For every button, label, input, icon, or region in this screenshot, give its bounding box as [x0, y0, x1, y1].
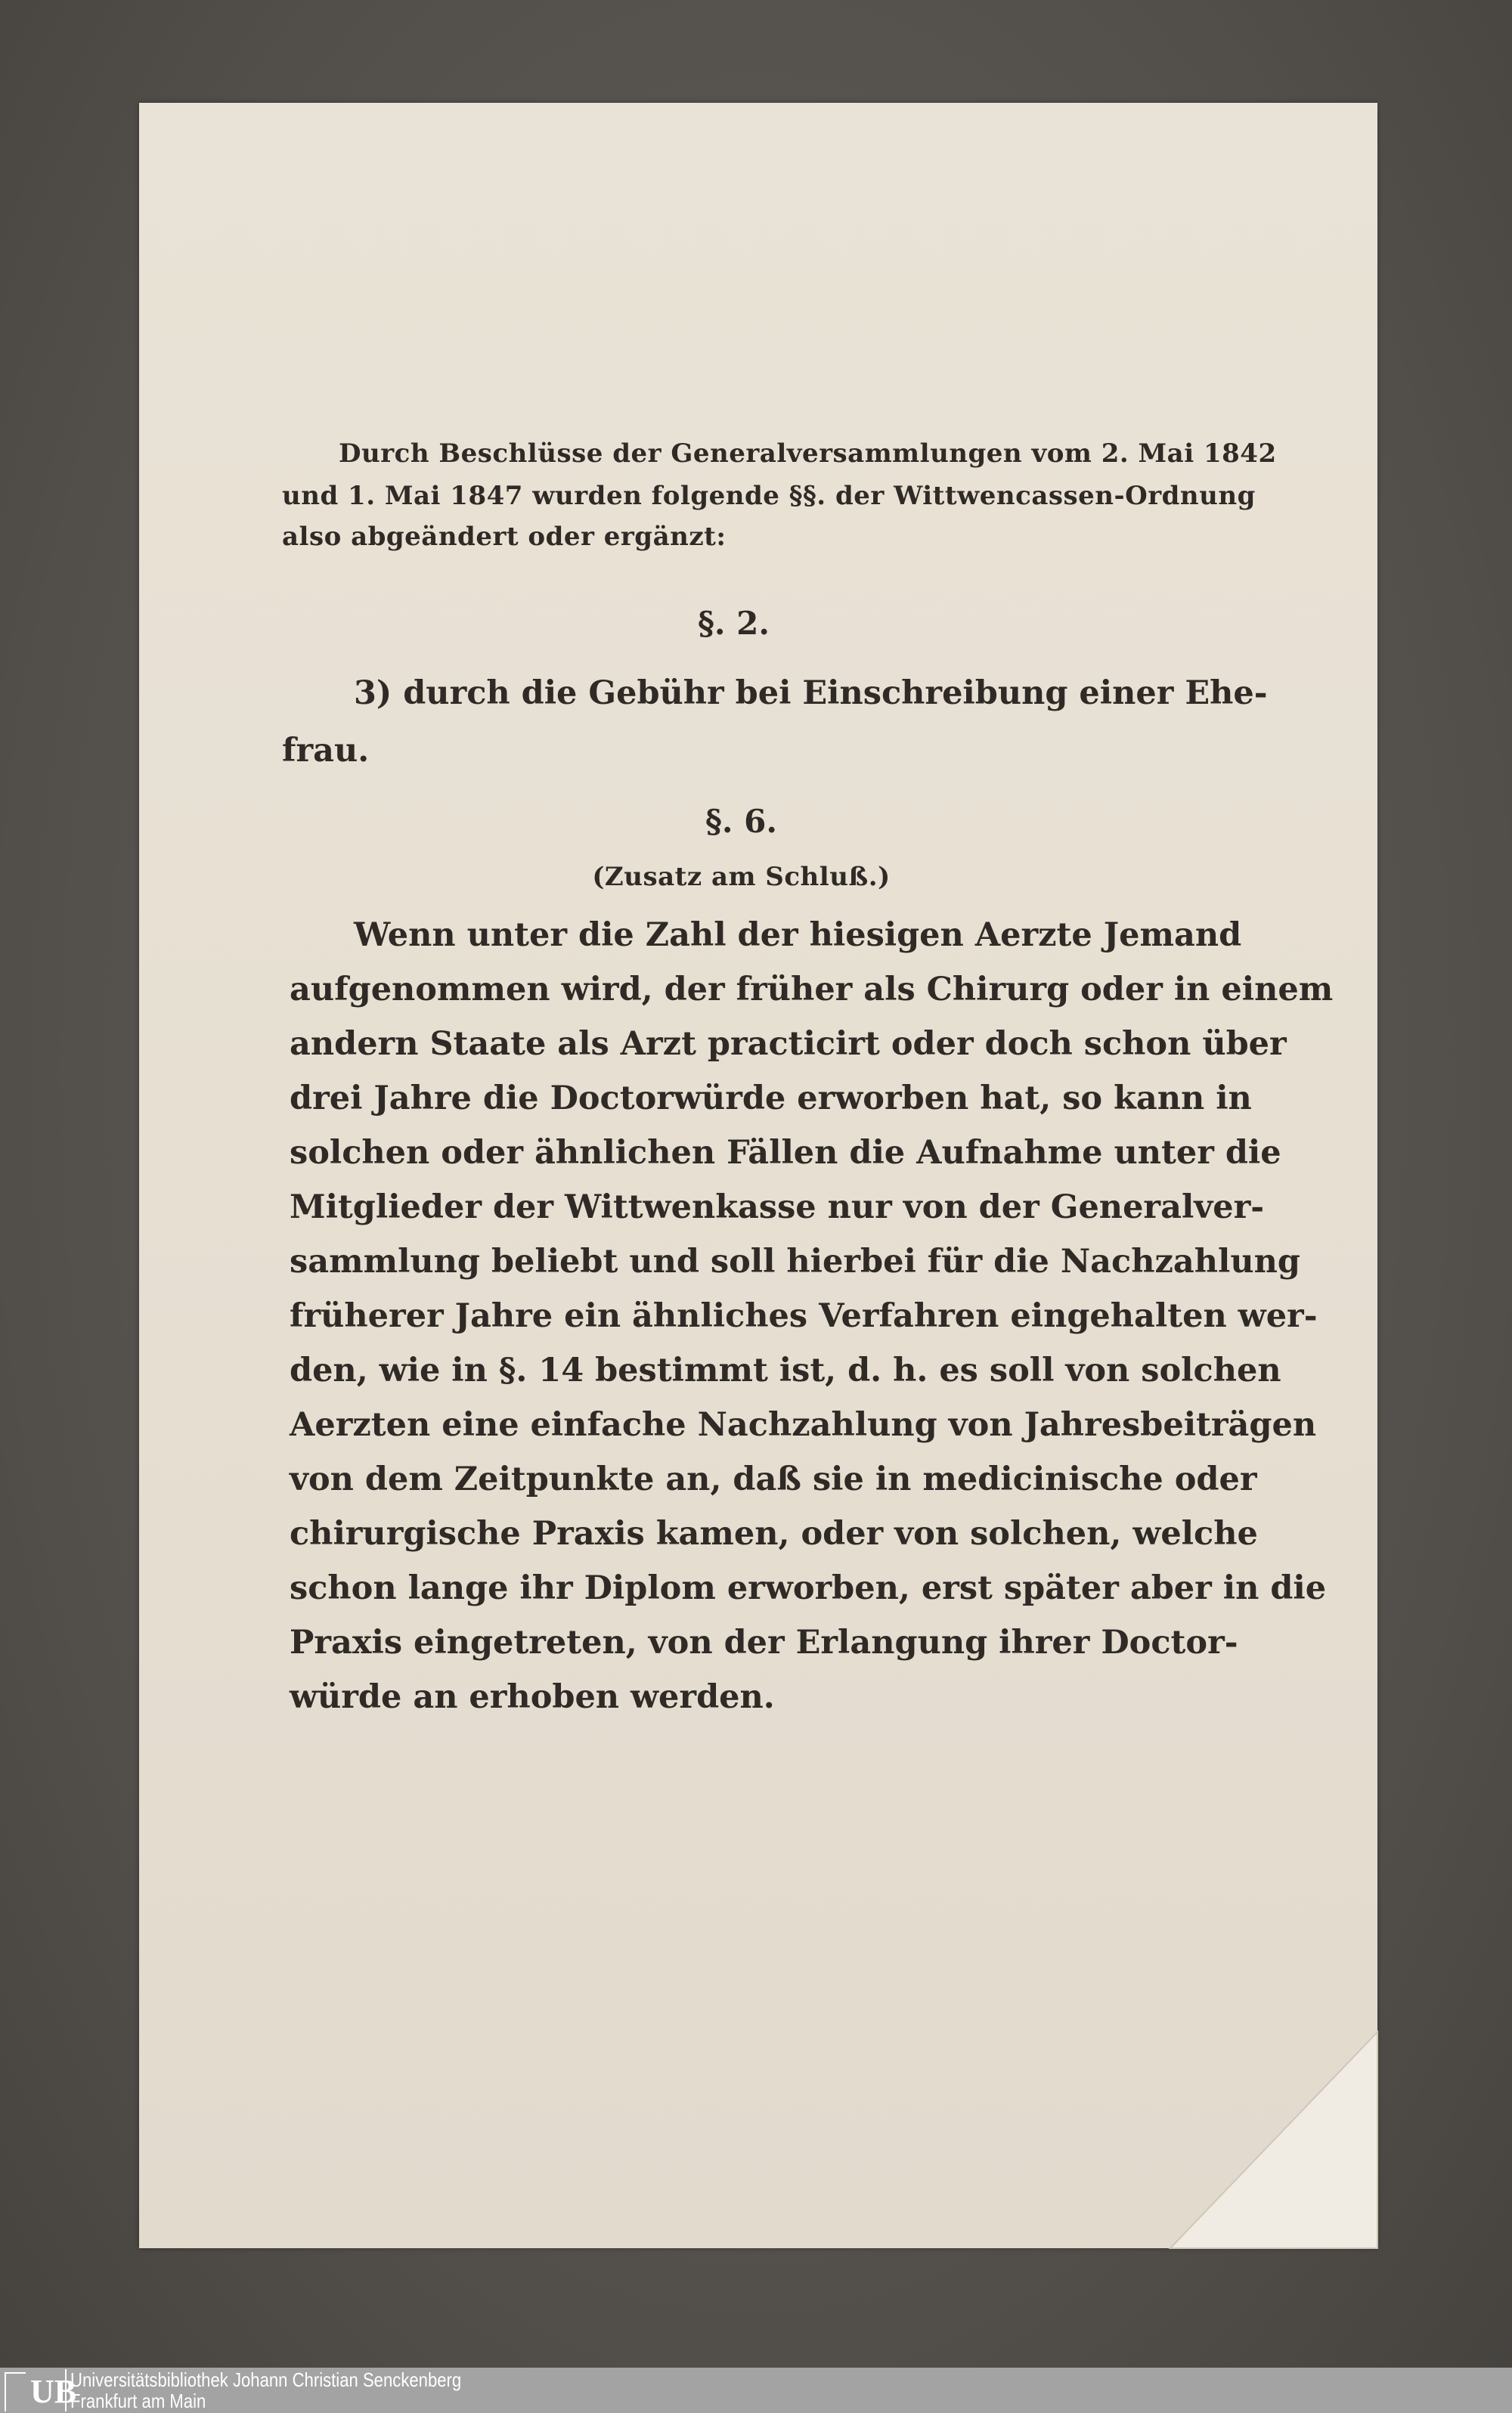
paragraph-line: früherer Jahre ein ähnliches Verfahren eingehalten wer- — [290, 1297, 1318, 1335]
paragraph-line: aufgenommen wird, der früher als Chirurg oder in einem — [290, 971, 1334, 1008]
paragraph-line: schon lange ihr Diplom erworben, erst später aber in die — [290, 1569, 1327, 1607]
paragraph-line: von dem Zeitpunkte an, daß sie in medicinische oder — [290, 1460, 1257, 1498]
section-line: 3) durch die Gebühr bei Einschreibung einer Ehe- — [354, 674, 1268, 712]
logo-portrait-icon — [5, 2372, 26, 2411]
paragraph-line: Aerzten eine einfache Nachzahlung von Jahresbeiträgen — [290, 1406, 1317, 1444]
paragraph-line: Mitglieder der Wittwenkasse nur von der Generalver- — [290, 1188, 1265, 1226]
paragraph-line: sammlung beliebt und soll hierbei für die Nachzahlung — [290, 1243, 1300, 1281]
paragraph-line: drei Jahre die Doctorwürde erworben hat, so kann in — [290, 1080, 1252, 1117]
paragraph-line: würde an erhoben werden. — [290, 1678, 775, 1716]
paragraph-line: solchen oder ähnlichen Fällen die Aufnahme unter die — [290, 1134, 1281, 1172]
paragraph-line: Praxis eingetreten, von der Erlangung ihrer Doctor- — [290, 1624, 1238, 1662]
section-subheading: (Zusatz am Schluß.) — [592, 862, 891, 892]
institution-city: Frankfurt am Main — [70, 2390, 206, 2412]
document-page — [139, 103, 1377, 2248]
paragraph-line: andern Staate als Arzt practicirt oder doch schon über — [290, 1025, 1287, 1063]
intro-line: und 1. Mai 1847 wurden folgende §§. der Wittwencassen-Ordnung — [282, 481, 1256, 511]
paragraph-line: Wenn unter die Zahl der hiesigen Aerzte Jemand — [354, 916, 1242, 954]
section-heading: §. 2. — [697, 605, 770, 642]
paragraph-line: chirurgische Praxis kamen, oder von solchen, welche — [290, 1515, 1258, 1553]
section-heading: §. 6. — [705, 803, 778, 840]
footer-bar — [0, 2368, 1512, 2413]
section-line: frau. — [282, 732, 370, 770]
ub-logo — [3, 2369, 77, 2411]
intro-line: Durch Beschlüsse der Generalversammlungen vom 2. Mai 1842 — [339, 438, 1277, 469]
institution-name: Universitätsbibliothek Johann Christian Senckenberg — [70, 2368, 462, 2391]
intro-line: also abgeändert oder ergänzt: — [282, 522, 727, 552]
logo-text: UB — [30, 2373, 77, 2410]
paragraph-line: den, wie in §. 14 bestimmt ist, d. h. es soll von solchen — [290, 1352, 1281, 1389]
